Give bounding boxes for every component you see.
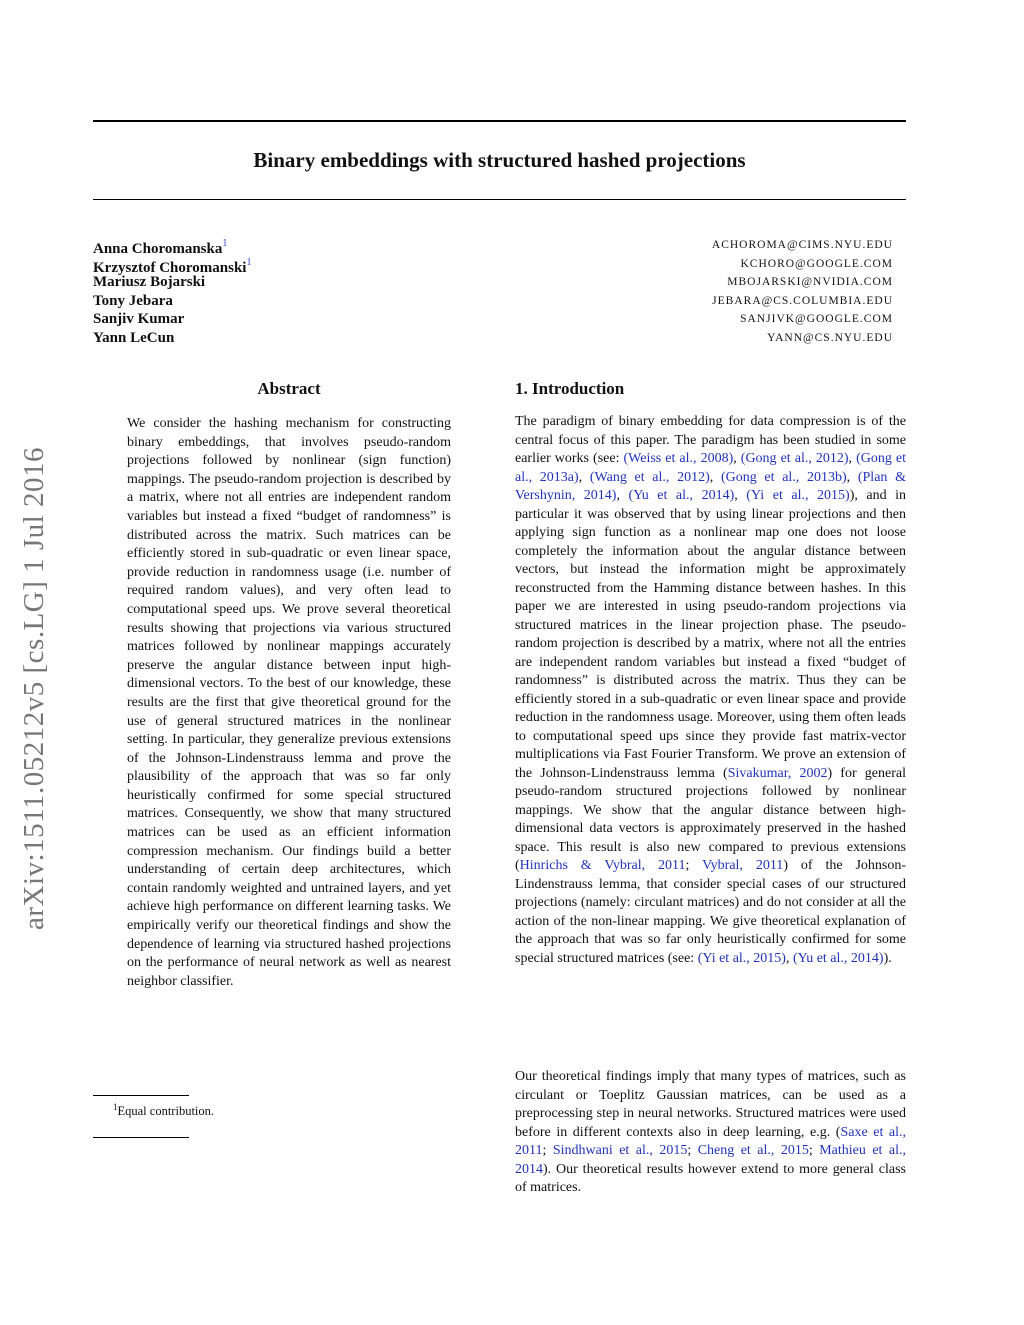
introduction-paragraph-2: [515, 1068, 906, 1198]
introduction-paragraph-1: [515, 413, 906, 968]
citation-link[interactable]: Saxe et al., 2011: [515, 1124, 907, 1158]
author-row: [93, 310, 906, 329]
citation-link[interactable]: (Wang et al., 2012): [589, 469, 710, 485]
paragraph-text: ;: [542, 1143, 553, 1158]
citation-link[interactable]: (Gong et al., 2013a): [515, 451, 906, 485]
citation-link[interactable]: Sivakumar, 2002: [727, 765, 828, 781]
paragraph-text: The paradigm of binary embedding for data compression is of the central focus of this paper. The paradigm has been studied in some earlier works (see:: [515, 414, 906, 466]
paragraph-text: ,: [734, 488, 747, 503]
author-name: Krzysztof Choromanski$^1$: [93, 256, 252, 276]
footnote-separator: [93, 1095, 189, 1096]
introduction-heading: 1. Introduction: [515, 379, 625, 398]
paragraph-text: ,: [616, 488, 629, 503]
author-email[interactable]: KCHORO@GOOGLE.COM: [740, 257, 893, 270]
citation-link[interactable]: Sindhwani et al., 2015: [552, 1143, 688, 1158]
author-row: [93, 329, 906, 348]
author-email[interactable]: YANN@CS.NYU.EDU: [767, 331, 893, 344]
abstract-heading: Abstract: [257, 379, 321, 398]
author-name: Tony Jebara: [93, 292, 173, 309]
citation-link[interactable]: Hinrichs & Vybral, 2011: [519, 858, 686, 873]
author-list: [93, 236, 906, 347]
author-email[interactable]: JEBARA@CS.COLUMBIA.EDU: [712, 294, 893, 307]
citation-link[interactable]: (Yu et al., 2014): [628, 488, 735, 503]
footnote-separator-bottom: [93, 1137, 189, 1138]
footnote-mark: 1: [113, 1102, 118, 1112]
author-name: Sanjiv Kumar: [93, 311, 185, 327]
author-name: Anna Choromanska$^1$: [93, 238, 228, 257]
paper-title: Binary embeddings with structured hashed projections: [253, 148, 746, 172]
citation-link[interactable]: Vybral, 2011: [702, 858, 784, 873]
citation-link[interactable]: Mathieu et al., 2014: [515, 1143, 907, 1177]
paragraph-text: ), and in particular it was observed that by using linear projections and then applying sign function as a nonlinear map one does not loose completely the information about the angular distance between vectors, but instead the information might be approximately reconstructed from the Hamming distance between hashes. In this paper we are interested in using pseudo-random projections via structured matrices in the linear projection phase. The pseudo-random projection is described by a matrix, where not all the entries are independent random variables but instead a fixed “budget of randomness” is distributed across the matrix. Thus they can be efficiently stored in a sub-quadratic or even linear space and provide reduction in the randomness usage. Moreover, using them often leads to computational speed ups since they provide fast matrix-vector multiplications via Fast Fourier Transform. We prove an extension of the Johnson-Lindenstrauss lemma (: [515, 488, 907, 781]
footnote: [113, 1098, 214, 1120]
citation-link[interactable]: (Yi et al., 2015): [697, 950, 786, 966]
paragraph-text: ;: [687, 1143, 698, 1158]
citation-link[interactable]: (Plan & Vershynin, 2014): [515, 469, 906, 503]
paragraph-text: ,: [733, 451, 741, 466]
affiliation-mark: 1: [222, 238, 228, 249]
citation-link[interactable]: (Weiss et al., 2008): [623, 451, 734, 466]
paragraph-text: ). Our theoretical results however extend to more general class of matrices.: [515, 1161, 906, 1195]
citation-link[interactable]: (Yu et al., 2014): [792, 950, 884, 966]
citation-link[interactable]: (Gong et al., 2012): [740, 451, 849, 466]
author-name: Mariusz Bojarski: [93, 274, 206, 290]
title-top-rule: [93, 120, 906, 122]
footnote-text: Equal contribution.: [117, 1104, 215, 1119]
paragraph-text: ).: [883, 950, 892, 966]
affiliation-mark: 1: [246, 256, 252, 268]
title-bottom-rule: [93, 199, 906, 200]
author-email[interactable]: ACHOROMA@CIMS.NYU.EDU: [711, 239, 893, 251]
paragraph-text: ,: [785, 950, 793, 966]
author-email[interactable]: MBOJARSKI@NVIDIA.COM: [727, 276, 893, 288]
paragraph-text: ,: [846, 469, 858, 485]
author-name: Yann LeCun: [93, 329, 175, 346]
paragraph-text: ) for general pseudo-random structured projections followed by nonlinear mappings. We show that the angular distance between high-dimensional data vectors is approximately preserved in the hashed space. This result is also new compared to previous extensions (: [515, 765, 906, 873]
author-row: [93, 255, 906, 274]
citation-link[interactable]: Cheng et al., 2015: [697, 1143, 809, 1158]
paragraph-text: ;: [808, 1143, 820, 1158]
abstract-body: We consider the hashing mechanism for constructing binary embeddings, that involves pseudo-random projections followed by nonlinear (sign function) mappings. The pseudo-random projection is described by a matrix, where not all entries are independent random variables but instead a fixed “budget of randomness” is distributed across the matrix. Such matrices can be efficiently stored in sub-quadratic or even linear space, provide reduction in randomness usage (i.e. number of required random values), and very often lead to computational speed ups. We prove several theoretical results showing that projections via various structured matrices followed by nonlinear mappings accurately preserve the angular distance between input high-dimensional vectors. To the best of our knowledge, these results are the first that give theoretical ground for the use of general structured matrices in the nonlinear setting. In particular, they generalize previous extensions of the Johnson-Lindenstrauss lemma and prove the plausibility of the approach that was so far only heuristically confirmed for some special structured matrices. Consequently, we show that many structured matrices can be used as an efficient information compression mechanism. Our findings build a better understanding of certain deep architectures, which contain randomly weighted and untrained layers, and yet achieve high performance on different learning tasks. We empirically verify our theoretical findings and show the dependence of learning via structured hashed projections on the performance of neural network as well as nearest neighbor classifier.: [127, 416, 451, 989]
citation-link[interactable]: (Gong et al., 2013b): [720, 469, 847, 485]
paragraph-text: ,: [578, 469, 590, 485]
author-row: [93, 273, 906, 292]
paragraph-text: Our theoretical findings imply that many types of matrices, such as circulant or Toeplitz Gaussian matrices, can be used as a preprocessing step in neural networks. Structured matrices were used before in different contexts also in deep learning, e.g. (: [515, 1069, 906, 1140]
arxiv-identifier-stamp: arXiv:1511.05212v5 [cs.LG] 1 Jul 2016: [18, 447, 50, 930]
paragraph-text: ,: [709, 469, 721, 485]
citation-link[interactable]: (Yi et al., 2015): [746, 488, 850, 503]
author-email[interactable]: SANJIVK@GOOGLE.COM: [740, 313, 893, 325]
paragraph-text: ;: [685, 858, 703, 873]
author-row: [93, 292, 906, 311]
paragraph-text: ,: [848, 451, 857, 466]
author-row: [93, 236, 906, 255]
paragraph-text: ) of the Johnson-Lindenstrauss lemma, that consider special cases of our structured projections (namely: circulant matrices) and do not consider at all the action of the non-linear mapping. We give theoretical explanation of the approach that was so far only heuristically confirmed for some special structured matrices (see:: [515, 858, 907, 966]
